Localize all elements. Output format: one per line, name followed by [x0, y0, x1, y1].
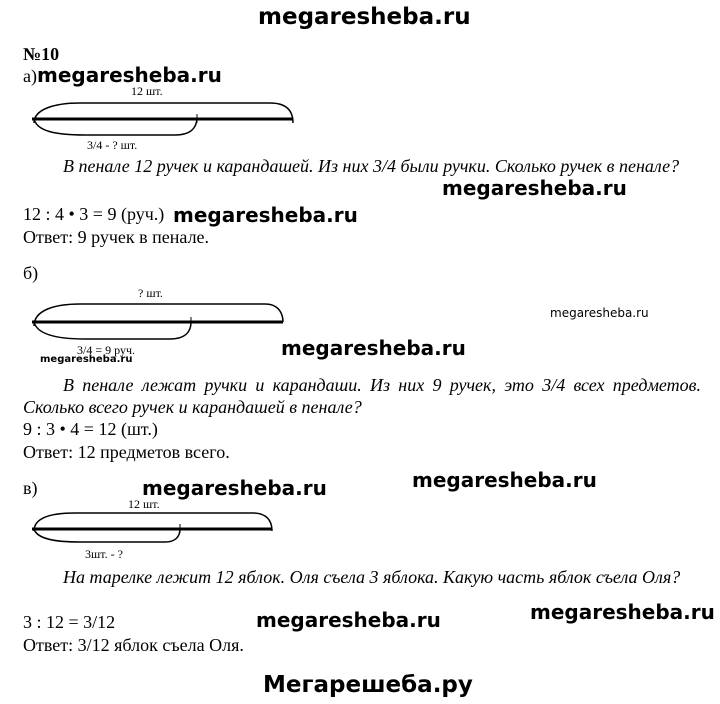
- part-b-label: б): [23, 263, 39, 283]
- watermark-c-mid[interactable]: megaresheba.ru: [256, 608, 441, 632]
- diagram-c-bottom-label: 3шт. - ?: [85, 547, 123, 561]
- diagram-c-top-label: 12 шт.: [128, 497, 160, 511]
- watermark-a-label[interactable]: megaresheba.ru: [37, 63, 222, 87]
- watermark-c-right2[interactable]: megaresheba.ru: [530, 600, 715, 624]
- part-c-answer: Ответ: 3/12 яблок съела Оля.: [23, 635, 244, 655]
- watermark-a-formula[interactable]: megaresheba.ru: [173, 203, 358, 227]
- diagram-a-top-label: 12 шт.: [131, 84, 163, 98]
- part-a-formula: 12 : 4 • 3 = 9 (руч.): [23, 204, 165, 224]
- watermark-b-center[interactable]: megaresheba.ru: [281, 336, 466, 360]
- part-b-text: В пенале лежат ручки и карандаши. Из них 9 ручек, это 3/4 всех предметов. Сколько всего ручек и карандашей в пенале?: [23, 375, 701, 417]
- diagram-a-bottom-label: 3/4 - ? шт.: [87, 138, 138, 152]
- diagram-a: [25, 83, 305, 153]
- part-a-text: В пенале 12 ручек и карандашей. Из них 3/4 были ручки. Сколько ручек в пенале?: [63, 156, 680, 176]
- part-c-text: На тарелке лежит 12 яблок. Оля съела 3 яблока. Какую часть яблок съела Оля?: [63, 567, 681, 587]
- part-c-formula: 3 : 12 = 3/12: [23, 612, 116, 632]
- diagram-a-bottom-brace: [34, 119, 197, 135]
- part-c-label: в): [23, 478, 38, 498]
- diagram-b-bottom-brace: [34, 322, 191, 339]
- diagram-c-bottom-brace: [34, 529, 180, 542]
- watermark-b-right-small[interactable]: megaresheba.ru: [550, 306, 649, 320]
- diagram-b-bottom-label: 3/4 = 9 руч.: [77, 343, 135, 357]
- watermark-c-right[interactable]: megaresheba.ru: [412, 468, 597, 492]
- part-b-formula: 9 : 3 • 4 = 12 (шт.): [23, 419, 158, 439]
- part-a-answer: Ответ: 9 ручек в пенале.: [23, 227, 210, 247]
- problem-number: №10: [23, 44, 60, 64]
- watermark-b-small-left[interactable]: megaresheba.ru: [40, 354, 133, 365]
- diagram-b: [25, 286, 305, 361]
- diagram-b-top-label: ? шт.: [138, 286, 163, 300]
- part-a-label: а): [23, 66, 37, 86]
- site-watermark-top[interactable]: megaresheba.ru: [258, 4, 471, 30]
- watermark-a-right[interactable]: megaresheba.ru: [442, 176, 627, 200]
- watermark-c-left[interactable]: megaresheba.ru: [142, 476, 327, 500]
- site-watermark-bottom[interactable]: Мегарешеба.ру: [263, 672, 473, 698]
- part-b-answer: Ответ: 12 предметов всего.: [23, 442, 230, 462]
- diagram-c: [25, 495, 305, 565]
